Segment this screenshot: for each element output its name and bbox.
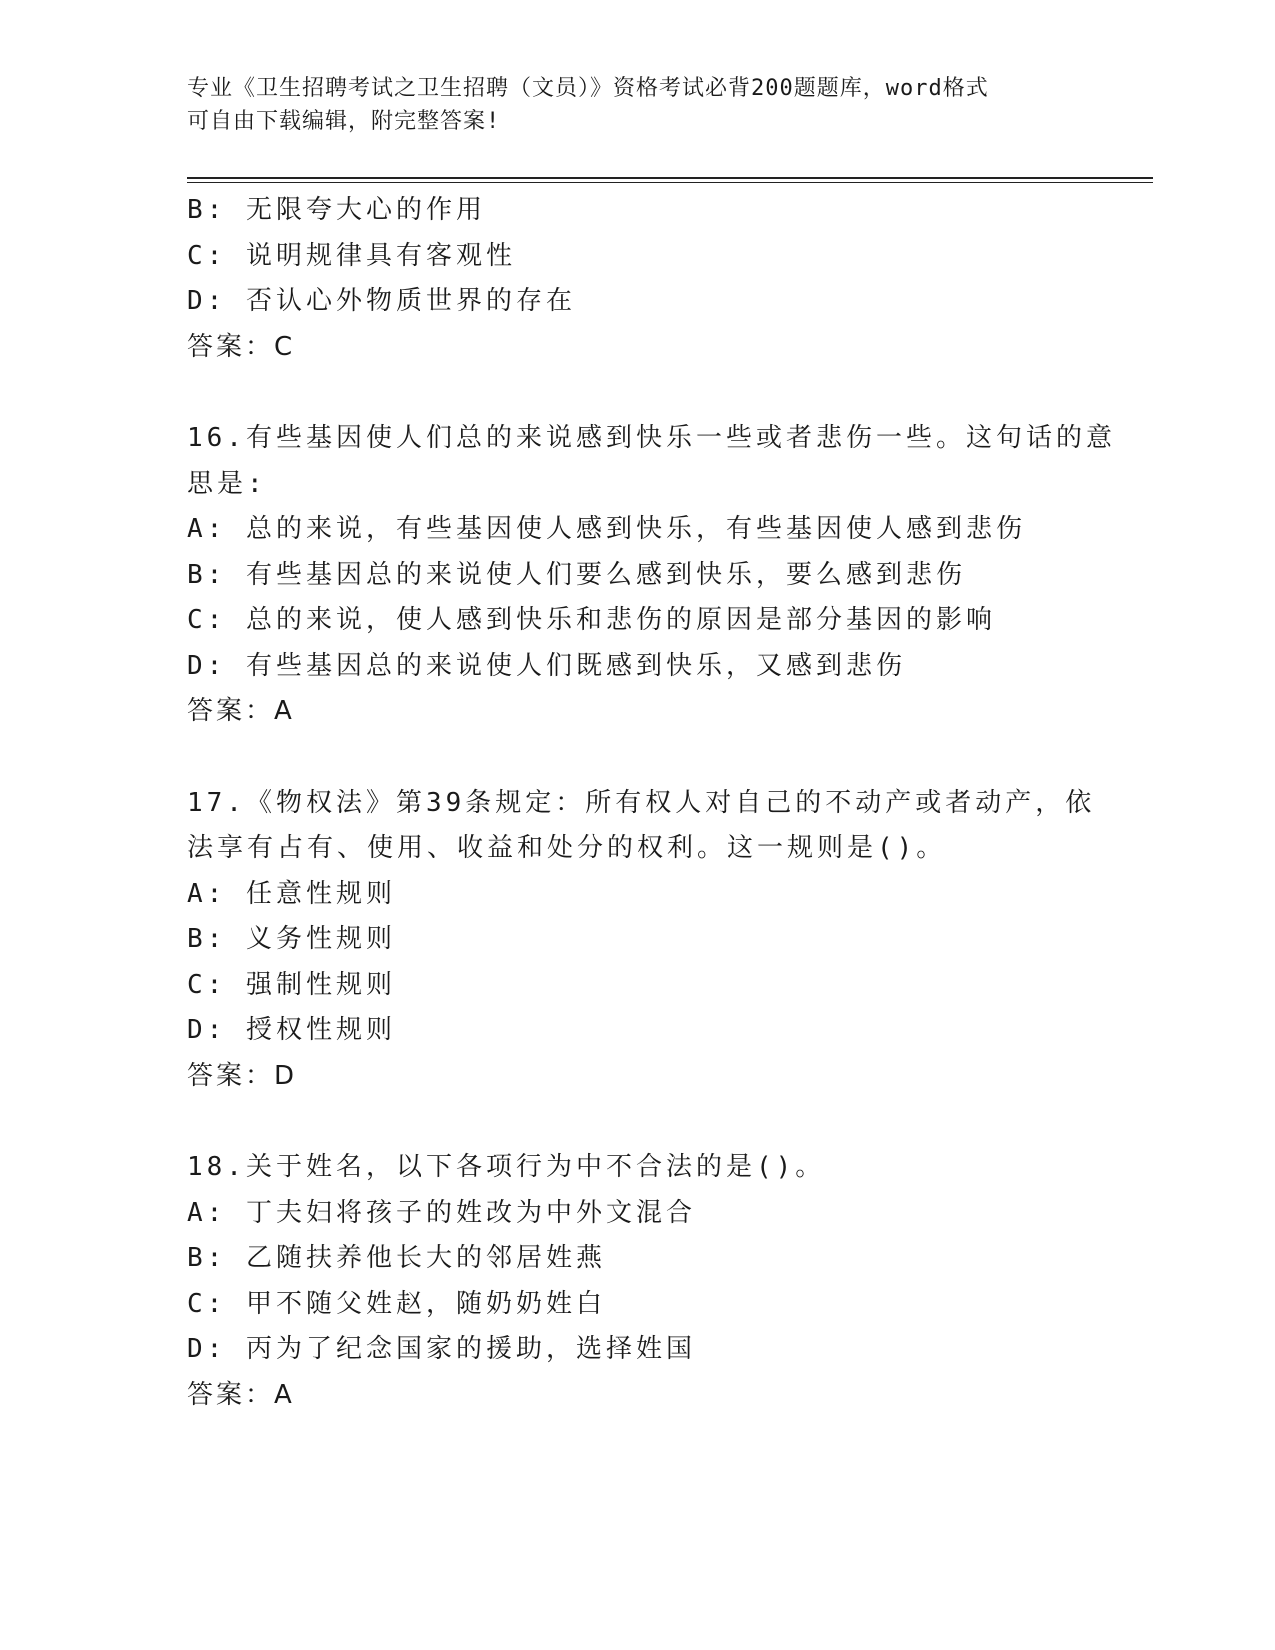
header-title-line-1: 专业《卫生招聘考试之卫生招聘（文员）》资格考试必背200题题库，word格式 xyxy=(187,76,989,101)
answer-line: 答案：D xyxy=(187,1060,298,1091)
option-c: C: 强制性规则 xyxy=(187,969,396,1000)
option-d: D: 丙为了纪念国家的援助，选择姓国 xyxy=(187,1334,696,1364)
answer-line: 答案：A xyxy=(187,696,295,726)
question-17 xyxy=(187,781,1096,1100)
header-title-line-2: 可自由下载编辑，附完整答案! xyxy=(187,109,501,134)
question-stem-line-1: 17.《物权法》第39条规定：所有权人对自己的不动产或者动产，依 xyxy=(187,787,1096,818)
option-d: D: 授权性规则 xyxy=(187,1015,396,1045)
question-stem-line-1: 16.有些基因使人们总的来说感到快乐一些或者悲伤一些。这句话的意 xyxy=(187,423,1116,453)
header-divider-thin xyxy=(187,182,1153,183)
question-stem-line-2: 思是: xyxy=(187,468,267,499)
option-a: A: 总的来说，有些基因使人感到快乐，有些基因使人感到悲伤 xyxy=(187,514,1026,544)
spacer xyxy=(187,370,1087,416)
option-d: D: 否认心外物质世界的存在 xyxy=(187,286,576,316)
answer-line: 答案：A xyxy=(187,1379,295,1410)
question-18 xyxy=(187,1145,1087,1418)
option-c: C: 总的来说，使人感到快乐和悲伤的原因是部分基因的影响 xyxy=(187,605,996,635)
spacer xyxy=(187,735,1087,781)
option-d: D: 有些基因总的来说使人们既感到快乐，又感到悲伤 xyxy=(187,650,906,681)
question-15-tail xyxy=(187,188,1087,370)
option-b: B: 无限夸大心的作用 xyxy=(187,195,486,225)
option-b: B: 有些基因总的来说使人们要么感到快乐，要么感到悲伤 xyxy=(187,559,966,590)
option-b: B: 义务性规则 xyxy=(187,924,396,954)
question-16 xyxy=(187,416,1116,735)
question-stem-line-2: 法享有占有、使用、收益和处分的权利。这一规则是()。 xyxy=(187,833,947,863)
option-a: A: 任意性规则 xyxy=(187,878,396,909)
spacer xyxy=(187,1099,1087,1145)
option-b: B: 乙随扶养他长大的邻居姓燕 xyxy=(187,1243,606,1273)
question-stem-line-1: 18.关于姓名，以下各项行为中不合法的是()。 xyxy=(187,1152,826,1182)
option-c: C: 说明规律具有客观性 xyxy=(187,240,516,271)
page-header xyxy=(187,72,1067,138)
header-divider-thick xyxy=(187,177,1153,179)
answer-line: 答案：C xyxy=(187,331,296,362)
question-content xyxy=(187,188,1116,1418)
option-a: A: 丁夫妇将孩子的姓改为中外文混合 xyxy=(187,1197,696,1228)
option-c: C: 甲不随父姓赵，随奶奶姓白 xyxy=(187,1288,606,1319)
